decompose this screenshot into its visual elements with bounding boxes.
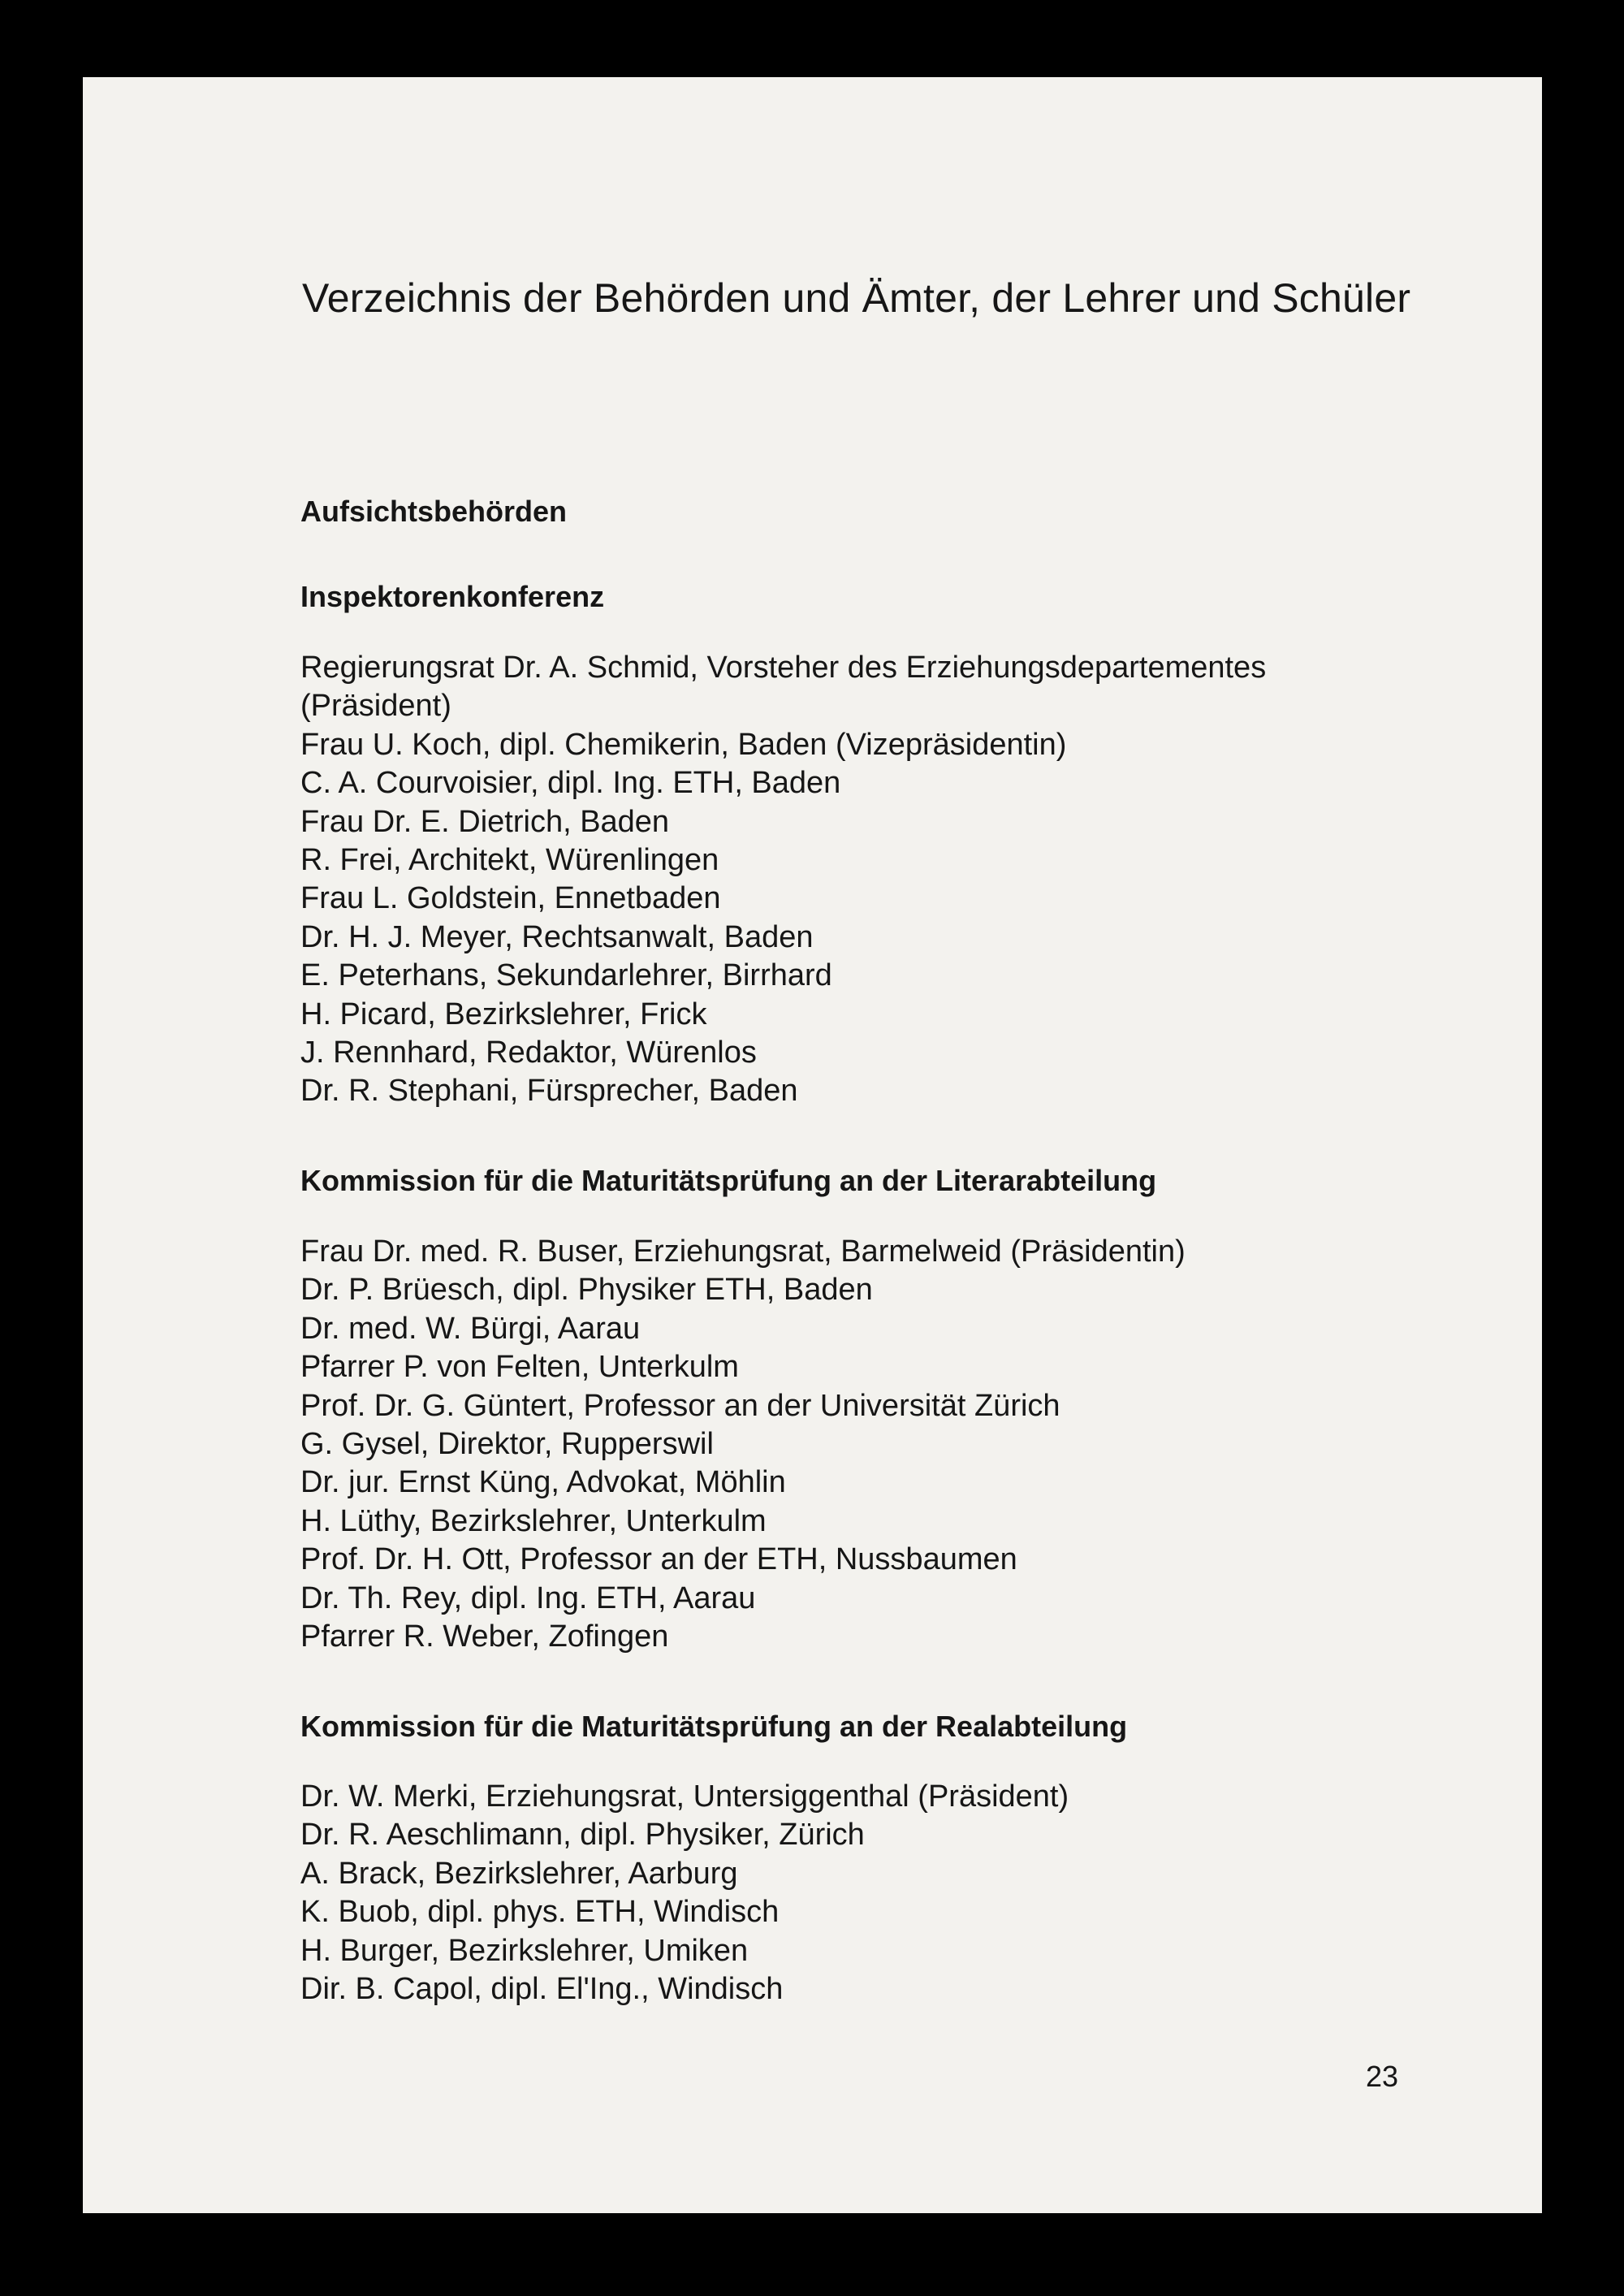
list-item: H. Lüthy, Bezirkslehrer, Unterkulm [300, 1503, 767, 1538]
list-item: (Präsident) [300, 689, 451, 724]
list-item: Dr. R. Aeschlimann, dipl. Physiker, Zürich [300, 1818, 865, 1853]
list-item: Dr. med. W. Bürgi, Aarau [300, 1311, 641, 1346]
list-item: Dr. H. J. Meyer, Rechtsanwalt, Baden [300, 919, 814, 954]
list-item: Dr. jur. Ernst Küng, Advokat, Möhlin [300, 1465, 786, 1500]
list-item: Pfarrer P. von Felten, Unterkulm [300, 1350, 739, 1385]
list-item: K. Buob, dipl. phys. ETH, Windisch [300, 1895, 780, 1930]
list-item: Pfarrer R. Weber, Zofingen [300, 1619, 669, 1654]
inspektorenkonferenz-list [300, 649, 1266, 1111]
list-item: Frau Dr. E. Dietrich, Baden [300, 804, 670, 839]
list-item: Frau U. Koch, dipl. Chemikerin, Baden (Vizepräsidentin) [300, 727, 1067, 762]
list-item: Frau L. Goldstein, Ennetbaden [300, 881, 721, 916]
list-item: Prof. Dr. H. Ott, Professor an der ETH, Nussbaumen [300, 1542, 1017, 1577]
list-item: H. Burger, Bezirkslehrer, Umiken [300, 1933, 749, 1968]
document-page [83, 77, 1542, 2213]
list-item: H. Picard, Bezirkslehrer, Frick [300, 997, 707, 1031]
list-item: Prof. Dr. G. Güntert, Professor an der Universität Zürich [300, 1388, 1060, 1423]
list-item: Frau Dr. med. R. Buser, Erziehungsrat, Barmelweid (Präsidentin) [300, 1234, 1186, 1269]
list-item: E. Peterhans, Sekundarlehrer, Birrhard [300, 958, 832, 993]
section-heading-inspektorenkonferenz: Inspektorenkonferenz [300, 580, 605, 613]
list-item: C. A. Courvoisier, dipl. Ing. ETH, Baden [300, 766, 841, 801]
page-title: Verzeichnis der Behörden und Ämter, der Lehrer und Schüler [302, 275, 1411, 321]
realabteilung-list [300, 1778, 1069, 2008]
list-item: Regierungsrat Dr. A. Schmid, Vorsteher des Erziehungsdepartementes [300, 651, 1267, 685]
list-item: R. Frei, Architekt, Würenlingen [300, 843, 719, 878]
list-item: Dr. Th. Rey, dipl. Ing. ETH, Aarau [300, 1580, 756, 1615]
list-item: Dr. P. Brüesch, dipl. Physiker ETH, Baden [300, 1273, 873, 1308]
list-item: A. Brack, Bezirkslehrer, Aarburg [300, 1856, 738, 1891]
section-heading-literarabteilung: Kommission für die Maturitätsprüfung an der Literarabteilung [300, 1164, 1157, 1197]
list-item: Dr. W. Merki, Erziehungsrat, Untersiggenthal (Präsident) [300, 1779, 1069, 1814]
section-heading-aufsichtsbehoerden: Aufsichtsbehörden [300, 495, 568, 528]
section-heading-realabteilung: Kommission für die Maturitätsprüfung an der Realabteilung [300, 1710, 1128, 1743]
list-item: Dir. B. Capol, dipl. El'Ing., Windisch [300, 1972, 784, 2007]
list-item: G. Gysel, Direktor, Rupperswil [300, 1427, 714, 1462]
list-item: Dr. R. Stephani, Fürsprecher, Baden [300, 1074, 798, 1109]
literarabteilung-list [300, 1233, 1186, 1656]
page-number: 23 [1366, 2060, 1399, 2093]
list-item: J. Rennhard, Redaktor, Würenlos [300, 1036, 757, 1070]
